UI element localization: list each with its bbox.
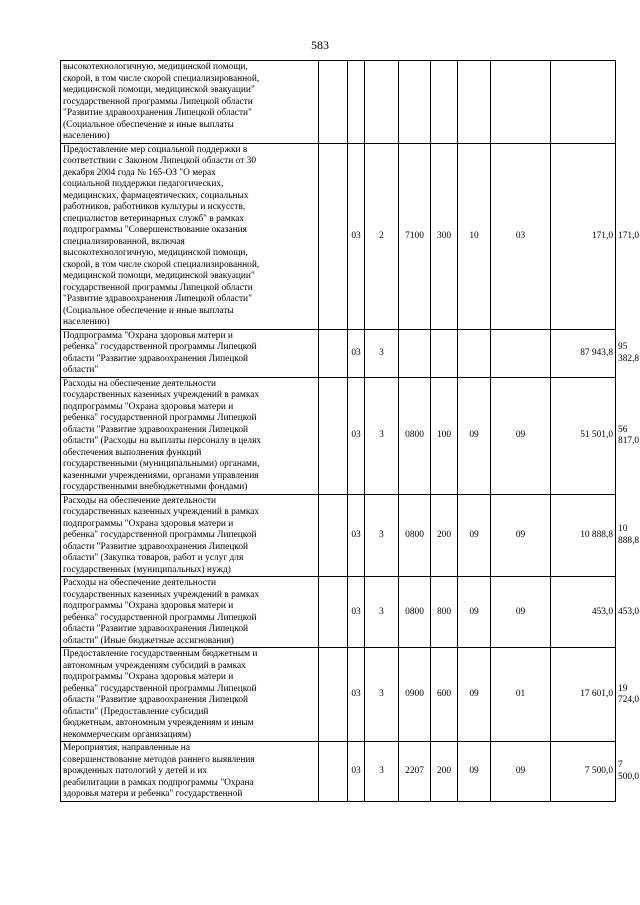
code-target-cell: 0900: [399, 648, 431, 742]
description-line: (Социальное обеспечение и иные выплаты: [63, 305, 234, 316]
code-target-cell: [399, 61, 431, 144]
description-line: социальной поддержки педагогических,: [63, 179, 224, 189]
code-subprogram-cell: 3: [365, 577, 399, 648]
code-expense-type-cell: 600: [431, 648, 458, 742]
budget-table: [60, 60, 640, 802]
description-cell: [61, 742, 319, 802]
description-cell: [61, 377, 319, 494]
description-line: Расходы на обеспечение деятельности: [63, 578, 217, 588]
code-section-cell: [458, 329, 491, 377]
code-section-cell: 09: [458, 577, 491, 648]
code-expense-type-cell: 200: [431, 742, 458, 802]
code-target-cell: 7100: [399, 143, 431, 329]
description-line: области "Развитие здравоохранения Липецкой: [63, 624, 249, 634]
description-line: ребенка" государственной программы Липецкой: [63, 530, 257, 540]
description-line: скорой, в том числе скорой специализированной,: [63, 73, 260, 84]
description-line: государственными (муниципальными) органами,: [63, 459, 260, 469]
amount-year1-cell: [551, 61, 616, 144]
description-cell: [61, 329, 319, 377]
code-subsection-cell: 03: [491, 143, 551, 329]
amount-year1-cell: 10 888,8: [551, 494, 616, 577]
description-line: подпрограммы "Совершенствование оказания: [63, 225, 247, 235]
description-line: Мероприятия, направленные на: [63, 743, 190, 753]
amount-year1-cell: 171,0: [551, 143, 616, 329]
description-line: области" (Закупка товаров, работ и услуг для: [63, 553, 244, 563]
code-ministry-cell: 03: [348, 577, 365, 648]
code-ministry-cell: 03: [348, 494, 365, 577]
code-section-cell: 09: [458, 494, 491, 577]
table-row: Расходы на обеспечение деятельности государственных казенных учреждений в рамках подпрограммы "Охрана здоровья матери и ребенка" государственной программы Липецкой области "Развитие здравоохранения Липецкой области" (Расходы на выплаты персоналу в целях обеспечения выполнения функций государственными (муниципальными) органами, казенными учреждениями, органами управления государственными внебюджетными фондами) 03 3 0800 100 09 09 51 501,0 56 817,0: [61, 377, 616, 494]
description-line: некоммерческим организациям): [63, 729, 192, 740]
spacer-cell: [319, 143, 348, 329]
description-line: медицинской помощи, медицинской эвакуации": [63, 85, 255, 95]
code-subsection-cell: 09: [491, 577, 551, 648]
code-subprogram-cell: 3: [365, 648, 399, 742]
description-cell: [61, 143, 319, 329]
page-number: 583: [311, 38, 329, 52]
description-line: области "Развитие здравоохранения Липецкой: [63, 695, 249, 705]
code-ministry-cell: 03: [348, 648, 365, 742]
code-ministry-cell: 03: [348, 742, 365, 802]
code-subprogram-cell: 3: [365, 329, 399, 377]
amount-year1-cell: 51 501,0: [551, 377, 616, 494]
code-section-cell: 09: [458, 648, 491, 742]
code-subsection-cell: [491, 61, 551, 144]
description-cell: [61, 577, 319, 648]
description-line: области" (Расходы на выплаты персоналу в целях: [63, 436, 262, 446]
spacer-cell: [319, 329, 348, 377]
code-subprogram-cell: 3: [365, 494, 399, 577]
spacer-cell: [319, 494, 348, 577]
description-line: области "Развитие здравоохранения Липецкой: [63, 541, 249, 552]
code-expense-type-cell: 200: [431, 494, 458, 577]
table-body: [61, 61, 640, 802]
code-target-cell: 2207: [399, 742, 431, 802]
code-expense-type-cell: [431, 329, 458, 377]
description-line: (Социальное обеспечение и иные выплаты: [63, 119, 234, 130]
table-row: Предоставление государственным бюджетным и автономным учреждениям субсидий в рамках подпрограммы "Охрана здоровья матери и ребенка" государственной программы Липецкой области "Развитие здравоохранения Липецкой области" (Предоставление субсидий бюджетным, автономным учреждениям и иным некоммерческим организациям) 03 3 0900 600 09 01 17 601,0 19 724,0: [61, 648, 616, 742]
description-line: специализированной, включая: [63, 236, 185, 247]
code-section-cell: 09: [458, 377, 491, 494]
spacer-cell: [319, 377, 348, 494]
description-line: подпрограммы "Охрана здоровья матери и: [63, 672, 234, 682]
description-line: высокотехнологичную, медицинской помощи,: [63, 248, 248, 258]
code-expense-type-cell: [431, 61, 458, 144]
description-line: высокотехнологичную, медицинской помощи,: [63, 62, 248, 72]
code-expense-type-cell: 100: [431, 377, 458, 494]
description-line: специалистов ветеринарных служб" в рамках: [63, 213, 245, 224]
description-cell: [61, 494, 319, 577]
description-line: автономным учреждениям субсидий в рамках: [63, 660, 246, 671]
code-ministry-cell: 03: [348, 329, 365, 377]
code-target-cell: 0800: [399, 577, 431, 648]
description-line: здоровья матери и ребенка" государственной: [63, 789, 243, 799]
description-line: государственных казенных учреждений в рамках: [63, 390, 260, 400]
description-line: ребенка" государственной программы Липецкой: [63, 612, 257, 623]
description-line: Предоставление мер социальной поддержки в: [63, 144, 248, 155]
code-subprogram-cell: [365, 61, 399, 144]
code-subsection-cell: 09: [491, 377, 551, 494]
amount-year1-cell: 7 500,0: [551, 742, 616, 802]
amount-year1-cell: 87 943,8: [551, 329, 616, 377]
code-subsection-cell: 09: [491, 494, 551, 577]
code-target-cell: [399, 329, 431, 377]
description-line: казенными учреждениями, органами управления: [63, 470, 259, 481]
description-line: обеспечения выполнения функций: [63, 447, 202, 458]
code-subprogram-cell: 2: [365, 143, 399, 329]
code-section-cell: 10: [458, 143, 491, 329]
description-line: Расходы на обеспечение деятельности: [63, 378, 217, 389]
amount-year1-cell: 453,0: [551, 577, 616, 648]
description-line: государственной программы Липецкой области: [63, 282, 253, 293]
description-line: Расходы на обеспечение деятельности: [63, 495, 217, 506]
code-ministry-cell: 03: [348, 377, 365, 494]
description-line: области": [63, 365, 99, 375]
code-subsection-cell: [491, 329, 551, 377]
description-line: подпрограммы "Охрана здоровья матери и: [63, 601, 234, 611]
table-row: Мероприятия, направленные на совершенствование методов раннего выявления врожденных патологий у детей и их реабилитации в рамках подпрограммы "Охрана здоровья матери и ребенка" государственной 03 3 2207 200 09 09 7 500,0 7 500,0: [61, 742, 616, 802]
code-target-cell: 0800: [399, 377, 431, 494]
code-section-cell: 09: [458, 742, 491, 802]
code-target-cell: 0800: [399, 494, 431, 577]
description-line: области "Развитие здравоохранения Липецкой: [63, 353, 249, 364]
description-line: государственных казенных учреждений в рамках: [63, 507, 260, 517]
description-line: ребенка" государственной программы Липецкой: [63, 413, 257, 423]
description-line: Подпрограмма "Охрана здоровья матери и: [63, 330, 233, 341]
description-line: области "Развитие здравоохранения Липецкой: [63, 424, 249, 435]
description-line: врожденных патологий у детей и их: [63, 766, 208, 776]
description-line: государственными внебюджетными фондами): [63, 482, 248, 492]
description-line: подпрограммы "Охрана здоровья матери и: [63, 401, 234, 412]
description-line: подпрограммы "Охрана здоровья матери и: [63, 518, 234, 529]
description-line: совершенствование методов раннего выявления: [63, 754, 255, 765]
description-line: государственных (муниципальных) нужд): [63, 564, 231, 575]
table-row: [61, 61, 616, 144]
description-line: ребенка" государственной программы Липецкой: [63, 683, 257, 694]
description-line: декабря 2004 года № 165-ОЗ "О мерах: [63, 167, 216, 178]
description-line: реабилитации в рамках подпрограммы "Охрана: [63, 777, 254, 788]
description-line: области" (Предоставление субсидий: [63, 706, 209, 717]
code-subsection-cell: 09: [491, 742, 551, 802]
code-ministry-cell: [348, 61, 365, 144]
description-line: ребенка" государственной программы Липецкой: [63, 342, 257, 352]
description-line: населению): [63, 131, 110, 141]
amount-year1-cell: 17 601,0: [551, 648, 616, 742]
description-line: работников, работников культуры и искусств,: [63, 202, 246, 212]
description-line: Предоставление государственным бюджетным и: [63, 649, 258, 659]
description-line: скорой, в том числе скорой специализированной,: [63, 259, 260, 270]
code-expense-type-cell: 300: [431, 143, 458, 329]
description-line: соответствии с Законом Липецкой области от 30: [63, 156, 257, 166]
code-section-cell: [458, 61, 491, 144]
code-subprogram-cell: 3: [365, 742, 399, 802]
description-line: "Развитие здравоохранения Липецкой области": [63, 108, 252, 118]
description-line: бюджетным, автономным учреждениям и иным: [63, 718, 254, 728]
table-row: Предоставление мер социальной поддержки в соответствии с Законом Липецкой области от 30 декабря 2004 года № 165-ОЗ "О мерах социальной поддержки педагогических, медицинских, фармацевтических, социальных работников, работников культуры и искусств, специалистов ветеринарных служб" в рамках подпрограммы "Совершенствование оказания специализированной, включая высокотехнологичную, медицинской помощи, скорой, в том числе скорой специализированной, медицинской помощи, медицинской эвакуации" государственной программы Липецкой области "Развитие здравоохранения Липецкой области" (Социальное обеспечение и иные выплаты населению) 03 2 7100 300 10 03 171,0 171,0: [61, 143, 616, 329]
description-line: населению): [63, 317, 110, 327]
description-cell: [61, 648, 319, 742]
table-row: Расходы на обеспечение деятельности государственных казенных учреждений в рамках подпрограммы "Охрана здоровья матери и ребенка" государственной программы Липецкой области "Развитие здравоохранения Липецкой области" (Закупка товаров, работ и услуг для государственных (муниципальных) нужд) 03 3 0800 200 09 09 10 888,8 10 888,8: [61, 494, 616, 577]
code-subprogram-cell: 3: [365, 377, 399, 494]
description-line: государственной программы Липецкой области: [63, 96, 253, 107]
code-subsection-cell: 01: [491, 648, 551, 742]
description-line: медицинской помощи, медицинской эвакуации": [63, 271, 255, 281]
description-line: медицинских, фармацевтических, социальных: [63, 190, 249, 201]
spacer-cell: [319, 61, 348, 144]
spacer-cell: [319, 577, 348, 648]
code-expense-type-cell: 800: [431, 577, 458, 648]
description-line: "Развитие здравоохранения Липецкой области": [63, 294, 252, 304]
description-line: области" (Иные бюджетные ассигнования): [63, 635, 234, 646]
table-row: Расходы на обеспечение деятельности государственных казенных учреждений в рамках подпрограммы "Охрана здоровья матери и ребенка" государственной программы Липецкой области "Развитие здравоохранения Липецкой области" (Иные бюджетные ассигнования) 03 3 0800 800 09 09 453,0 453,0: [61, 577, 616, 648]
spacer-cell: [319, 648, 348, 742]
description-cell: [61, 61, 319, 144]
spacer-cell: [319, 742, 348, 802]
description-line: государственных казенных учреждений в рамках: [63, 589, 260, 600]
code-ministry-cell: 03: [348, 143, 365, 329]
table-row: Подпрограмма "Охрана здоровья матери и ребенка" государственной программы Липецкой области "Развитие здравоохранения Липецкой области" 03 3 87 943,8 95 382,8: [61, 329, 616, 377]
